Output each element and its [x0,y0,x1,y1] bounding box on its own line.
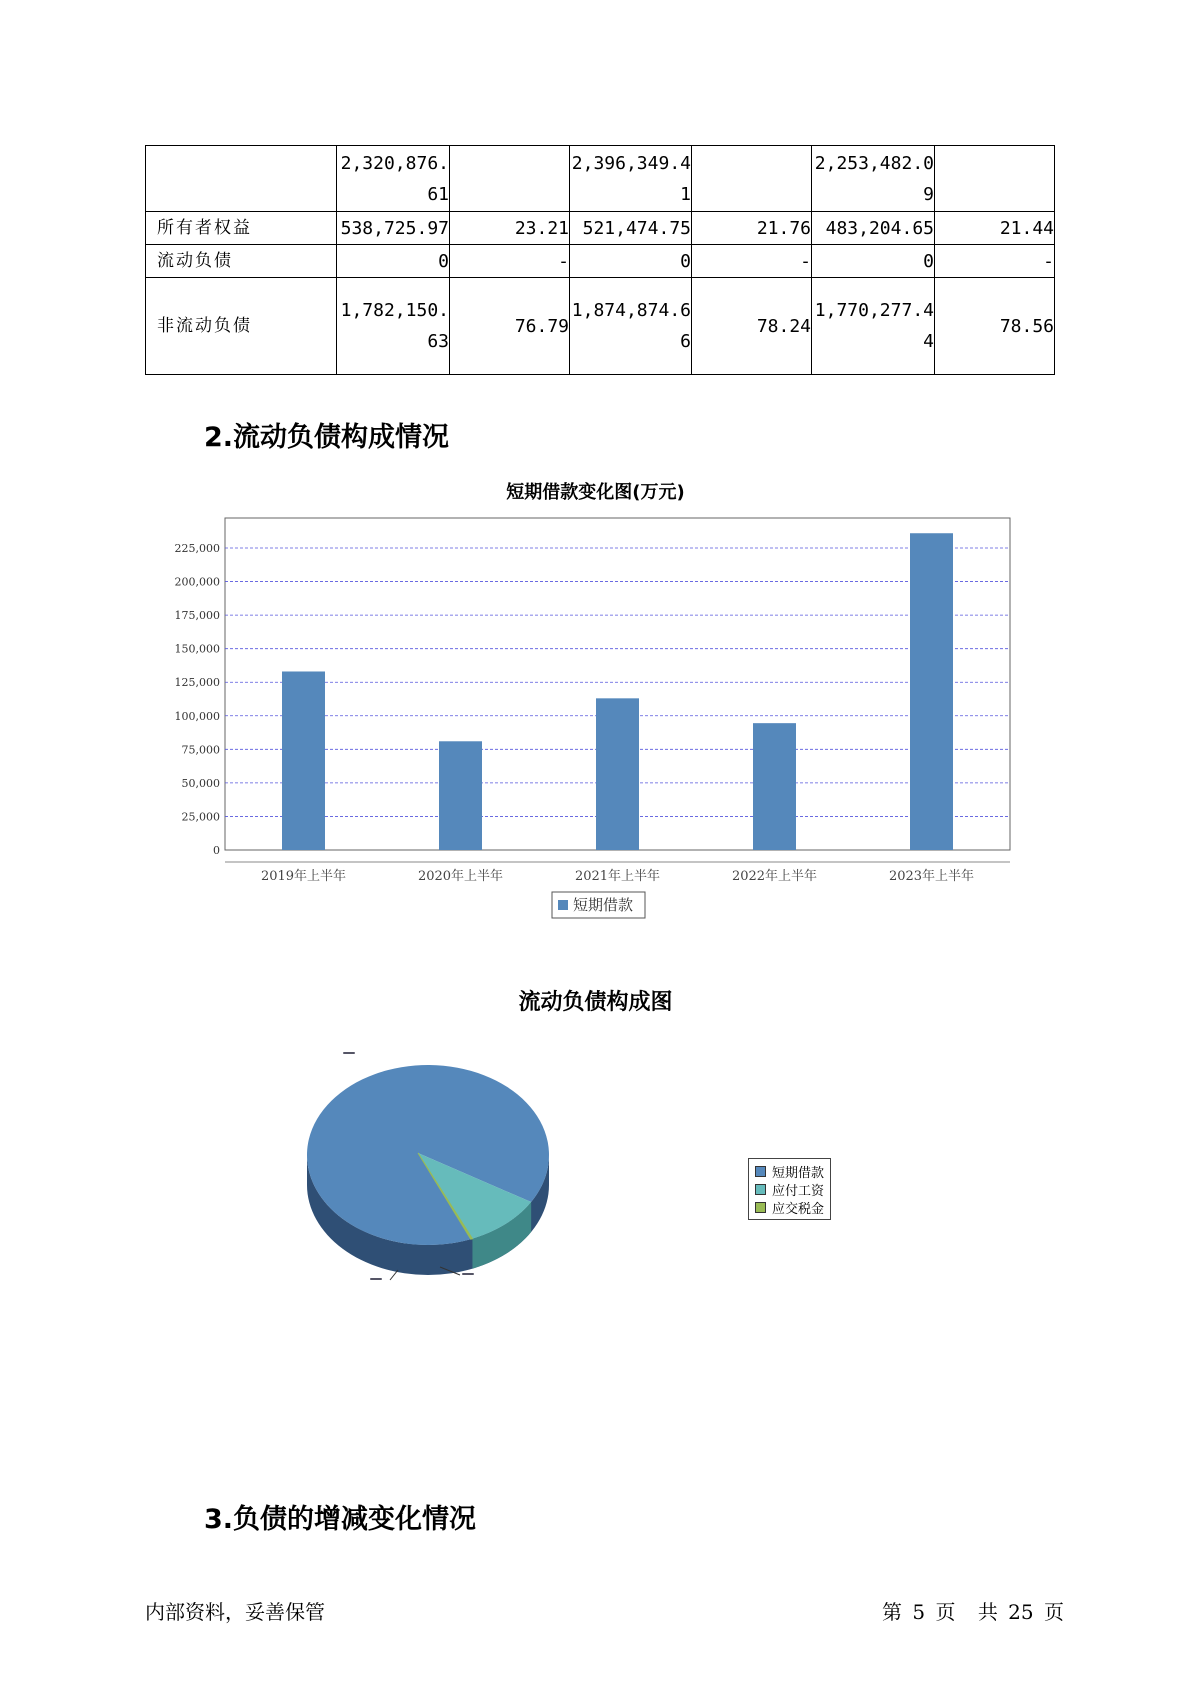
total-pages: 25 [1008,1600,1034,1624]
y-tick-label: 0 [213,844,220,857]
page-mid: 页 [935,1600,956,1624]
table-cell: 0 [570,245,692,278]
table-cell: 78.56 [935,278,1055,375]
table-cell: 521,474.75 [570,212,692,245]
total-prefix: 共 [977,1600,998,1624]
legend-swatch [755,1202,766,1213]
footer-page-info [880,1596,1066,1625]
pie-label-box [370,1278,382,1280]
financial-table [145,145,1055,375]
bar [596,698,639,850]
x-tick-label: 2021年上半年 [574,869,661,884]
pie-chart-title: 流动负债构成图 [518,990,673,1015]
y-tick-label: 50,000 [181,776,220,790]
legend-item [755,1198,824,1216]
table-cell: 0 [337,245,450,278]
table-cell: - [935,245,1055,278]
total-suffix: 页 [1043,1600,1064,1624]
legend-swatch [755,1166,766,1177]
legend-label: 应付工资 [772,1183,825,1199]
pie-legend [748,1158,831,1220]
bar [282,671,325,850]
table-cell: 2,396,349.41 [570,146,692,212]
table-row [146,146,1055,212]
table-cell: 1,782,150.63 [337,278,450,375]
x-tick-label: 2022年上半年 [731,869,818,884]
table-cell: - [450,245,570,278]
table-cell: 2,253,482.09 [812,146,935,212]
row-label: 非流动负债 [146,278,337,375]
table-cell: 21.44 [935,212,1055,245]
table-cell: 538,725.97 [337,212,450,245]
table-cell: - [692,245,812,278]
pie-label-box [462,1273,474,1275]
y-tick-label: 175,000 [174,609,220,623]
bar [910,533,953,850]
row-label: 所有者权益 [146,212,337,245]
y-tick-label: 100,000 [174,709,220,723]
legend-label: 短期借款 [573,896,634,914]
table-row [146,278,1055,375]
y-tick-label: 200,000 [174,575,220,589]
legend-item [755,1162,824,1180]
x-tick-label: 2020年上半年 [417,869,504,884]
table-cell: 0 [812,245,935,278]
table-cell [692,146,812,212]
table-row [146,245,1055,278]
row-label [146,146,337,212]
table-cell: 23.21 [450,212,570,245]
table-cell: 1,874,874.66 [570,278,692,375]
legend-swatch [558,900,568,910]
bar-chart-title: 短期借款变化图(万元) [506,482,685,503]
bar [439,741,482,850]
legend-item [755,1180,824,1198]
label-leader [390,1270,398,1280]
table-cell: 78.24 [692,278,812,375]
x-tick-label: 2023年上半年 [888,869,975,884]
y-tick-label: 75,000 [181,743,220,757]
section-heading: 2.流动负债构成情况 [204,422,450,453]
y-tick-label: 225,000 [174,542,220,555]
table-cell [935,146,1055,212]
footer-left: 内部资料，妥善保管 [145,1600,325,1624]
legend-label: 短期借款 [772,1165,825,1181]
table-cell [450,146,570,212]
table-cell: 21.76 [692,212,812,245]
section-heading: 3.负债的增减变化情况 [204,1504,477,1535]
page-number: 5 [912,1600,926,1624]
x-tick-label: 2019年上半年 [260,869,347,884]
legend-swatch [755,1184,766,1195]
pie-label-box [343,1052,355,1054]
table-cell: 1,770,277.44 [812,278,935,375]
y-tick-label: 25,000 [181,810,220,824]
page-prefix: 第 [882,1600,902,1624]
y-tick-label: 125,000 [174,676,220,690]
table-row [146,212,1055,245]
table-cell: 76.79 [450,278,570,375]
y-tick-label: 150,000 [174,642,220,656]
table-cell: 483,204.65 [812,212,935,245]
table-cell: 2,320,876.61 [337,146,450,212]
bar-chart [0,500,1191,940]
legend-label: 应交税金 [772,1201,825,1217]
row-label: 流动负债 [146,245,337,278]
bar [753,723,796,850]
pie-chart [290,1040,550,1310]
